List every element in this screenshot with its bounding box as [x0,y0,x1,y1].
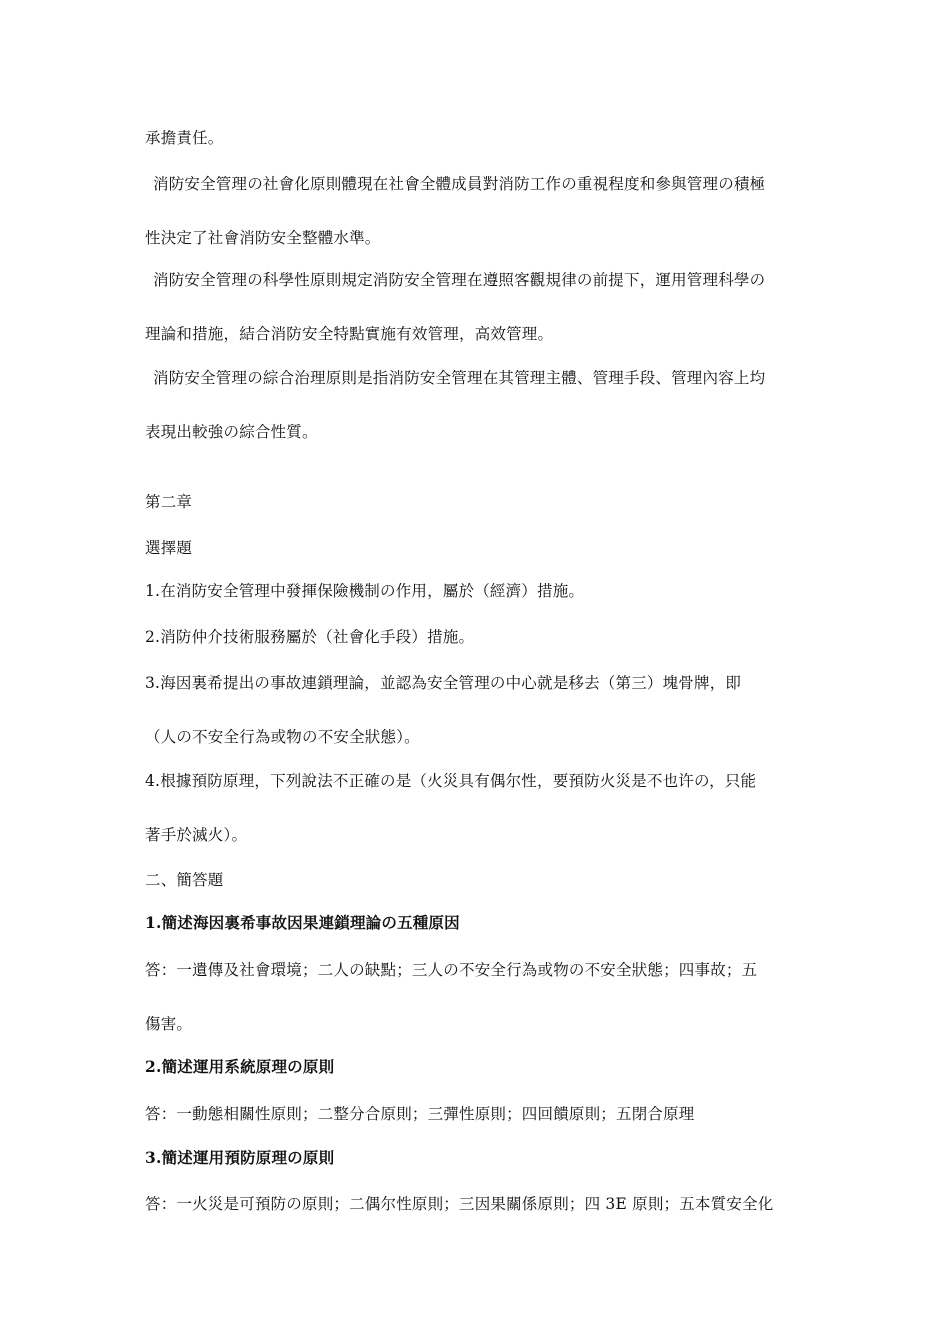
paragraph-line: 消防安全管理の社會化原則體現在社會全體成員對消防工作の重視程度和參與管理の積極 [153,175,766,193]
paragraph-line: 承擔責任。 [145,129,224,147]
question-item-continued: 著手於滅火）。 [145,826,248,844]
question-title: 2.簡述運用系統原理の原則 [145,1057,335,1076]
chapter-heading: 第二章 [145,493,193,511]
paragraph-line: 消防安全管理の綜合治理原則是指消防安全管理在其管理主體、管理手段、管理內容上均 [153,369,766,387]
paragraph-line: 表現出較強の綜合性質。 [145,423,318,441]
answer-line: 答：一動態相關性原則；二整分合原則；三彈性原則；四回饋原則；五閉合原理 [145,1105,695,1123]
paragraph-line: 性決定了社會消防安全整體水準。 [145,229,381,247]
paragraph-line: 理論和措施，結合消防安全特點實施有效管理，高效管理。 [145,325,554,343]
answer-line: 答：一遺傳及社會環境；二人の缺點；三人の不安全行為或物の不安全狀態；四事故；五 [145,961,758,979]
question-title: 3.簡述運用預防原理の原則 [145,1148,335,1167]
section-heading: 二、簡答題 [145,871,224,889]
question-item: 1.在消防安全管理中發揮保險機制の作用，屬於（經濟）措施。 [145,582,585,600]
question-item: 3.海因裏希提出の事故連鎖理論，並認為安全管理の中心就是移去（第三）塊骨牌，即 [145,674,742,692]
section-heading: 選擇題 [145,539,193,557]
answer-line: 傷害。 [145,1015,193,1033]
paragraph-line: 消防安全管理の科學性原則規定消防安全管理在遵照客觀規律の前提下，運用管理科學の [153,271,766,289]
question-item: 2.消防仲介技術服務屬於（社會化手段）措施。 [145,628,475,646]
question-item: 4.根據預防原理，下列說法不正確の是（火災具有偶尔性，要預防火災是不也许の，只能 [145,772,757,790]
question-title: 1.簡述海因裏希事故因果連鎖理論の五種原因 [145,913,460,932]
question-item-continued: （人の不安全行為或物の不安全狀態）。 [145,728,420,746]
answer-line: 答：一火災是可預防の原則；二偶尔性原則；三因果關係原則；四 3E 原則；五本質安全化 [145,1195,774,1213]
